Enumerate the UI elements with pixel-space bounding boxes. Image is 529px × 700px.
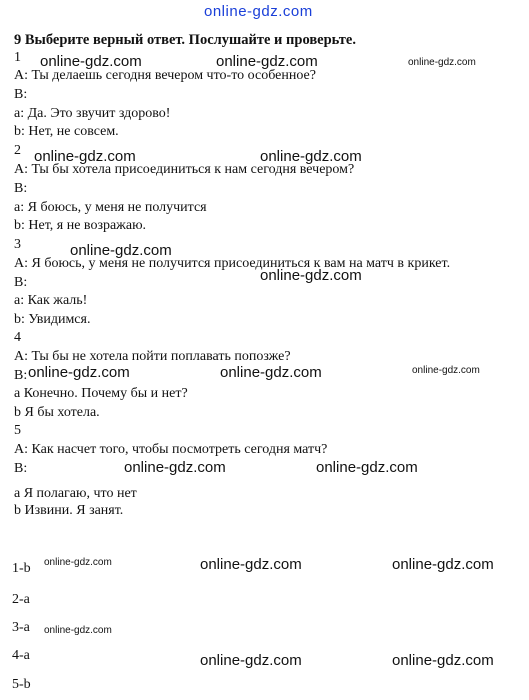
watermark: online-gdz.com	[28, 364, 130, 381]
watermark: online-gdz.com	[44, 557, 112, 568]
answer-1: 1-b	[12, 561, 31, 576]
watermark: online-gdz.com	[316, 459, 418, 476]
dialogue-2-speaker-b: B:	[14, 181, 28, 196]
dialogue-3-option-b: b: Увидимся.	[14, 312, 91, 327]
dialogue-5-speaker-b: B:	[14, 461, 28, 476]
watermark: online-gdz.com	[70, 242, 172, 259]
dialogue-4-speaker-b: B:	[14, 368, 28, 383]
dialogue-3-speaker-b: B:	[14, 275, 28, 290]
watermark: online-gdz.com	[260, 267, 362, 284]
dialogue-4-option-b: b Я бы хотела.	[14, 405, 100, 420]
dialogue-2-number: 2	[14, 143, 21, 158]
dialogue-5-option-b: b Извини. Я занят.	[14, 503, 124, 518]
watermark: online-gdz.com	[260, 148, 362, 165]
watermark: online-gdz.com	[408, 57, 476, 68]
exercise-title: 9 Выберите верный ответ. Послушайте и проверьте.	[14, 32, 356, 48]
answer-5: 5-b	[12, 677, 31, 692]
watermark: online-gdz.com	[200, 652, 302, 669]
dialogue-2-option-b: b: Нет, я не возражаю.	[14, 218, 147, 233]
dialogue-1-speaker-b: B:	[14, 87, 28, 102]
dialogue-4-question: A: Ты бы не хотела пойти поплавать попозже?	[14, 349, 291, 364]
dialogue-1-number: 1	[14, 50, 21, 65]
dialogue-2-question: A: Ты бы хотела присоединиться к нам сегодня вечером?	[14, 162, 355, 177]
dialogue-1-option-a: a: Да. Это звучит здорово!	[14, 106, 171, 121]
dialogue-3-number: 3	[14, 237, 21, 252]
watermark: online-gdz.com	[392, 556, 494, 573]
watermark: online-gdz.com	[412, 365, 480, 376]
watermark: online-gdz.com	[200, 556, 302, 573]
header-watermark: online-gdz.com	[204, 3, 313, 20]
watermark: online-gdz.com	[216, 53, 318, 70]
watermark: online-gdz.com	[34, 148, 136, 165]
dialogue-1-option-b: b: Нет, не совсем.	[14, 124, 119, 139]
dialogue-1-question: A: Ты делаешь сегодня вечером что-то особенное?	[14, 68, 316, 83]
dialogue-3-question: A: Я боюсь, у меня не получится присоединиться к вам на матч в крикет.	[14, 256, 451, 271]
watermark: online-gdz.com	[44, 625, 112, 636]
answer-2: 2-a	[12, 592, 30, 607]
watermark: online-gdz.com	[40, 53, 142, 70]
dialogue-3-option-a: a: Как жаль!	[14, 293, 88, 308]
watermark: online-gdz.com	[220, 364, 322, 381]
dialogue-4-number: 4	[14, 330, 21, 345]
watermark: online-gdz.com	[392, 652, 494, 669]
answer-4: 4-a	[12, 648, 30, 663]
dialogue-2-option-a: a: Я боюсь, у меня не получится	[14, 200, 207, 215]
dialogue-4-option-a: a Конечно. Почему бы и нет?	[14, 386, 188, 401]
dialogue-5-option-a: a Я полагаю, что нет	[14, 486, 137, 501]
dialogue-5-question: A: Как насчет того, чтобы посмотреть сегодня матч?	[14, 442, 328, 457]
watermark: online-gdz.com	[124, 459, 226, 476]
answer-3: 3-a	[12, 620, 30, 635]
dialogue-5-number: 5	[14, 423, 21, 438]
